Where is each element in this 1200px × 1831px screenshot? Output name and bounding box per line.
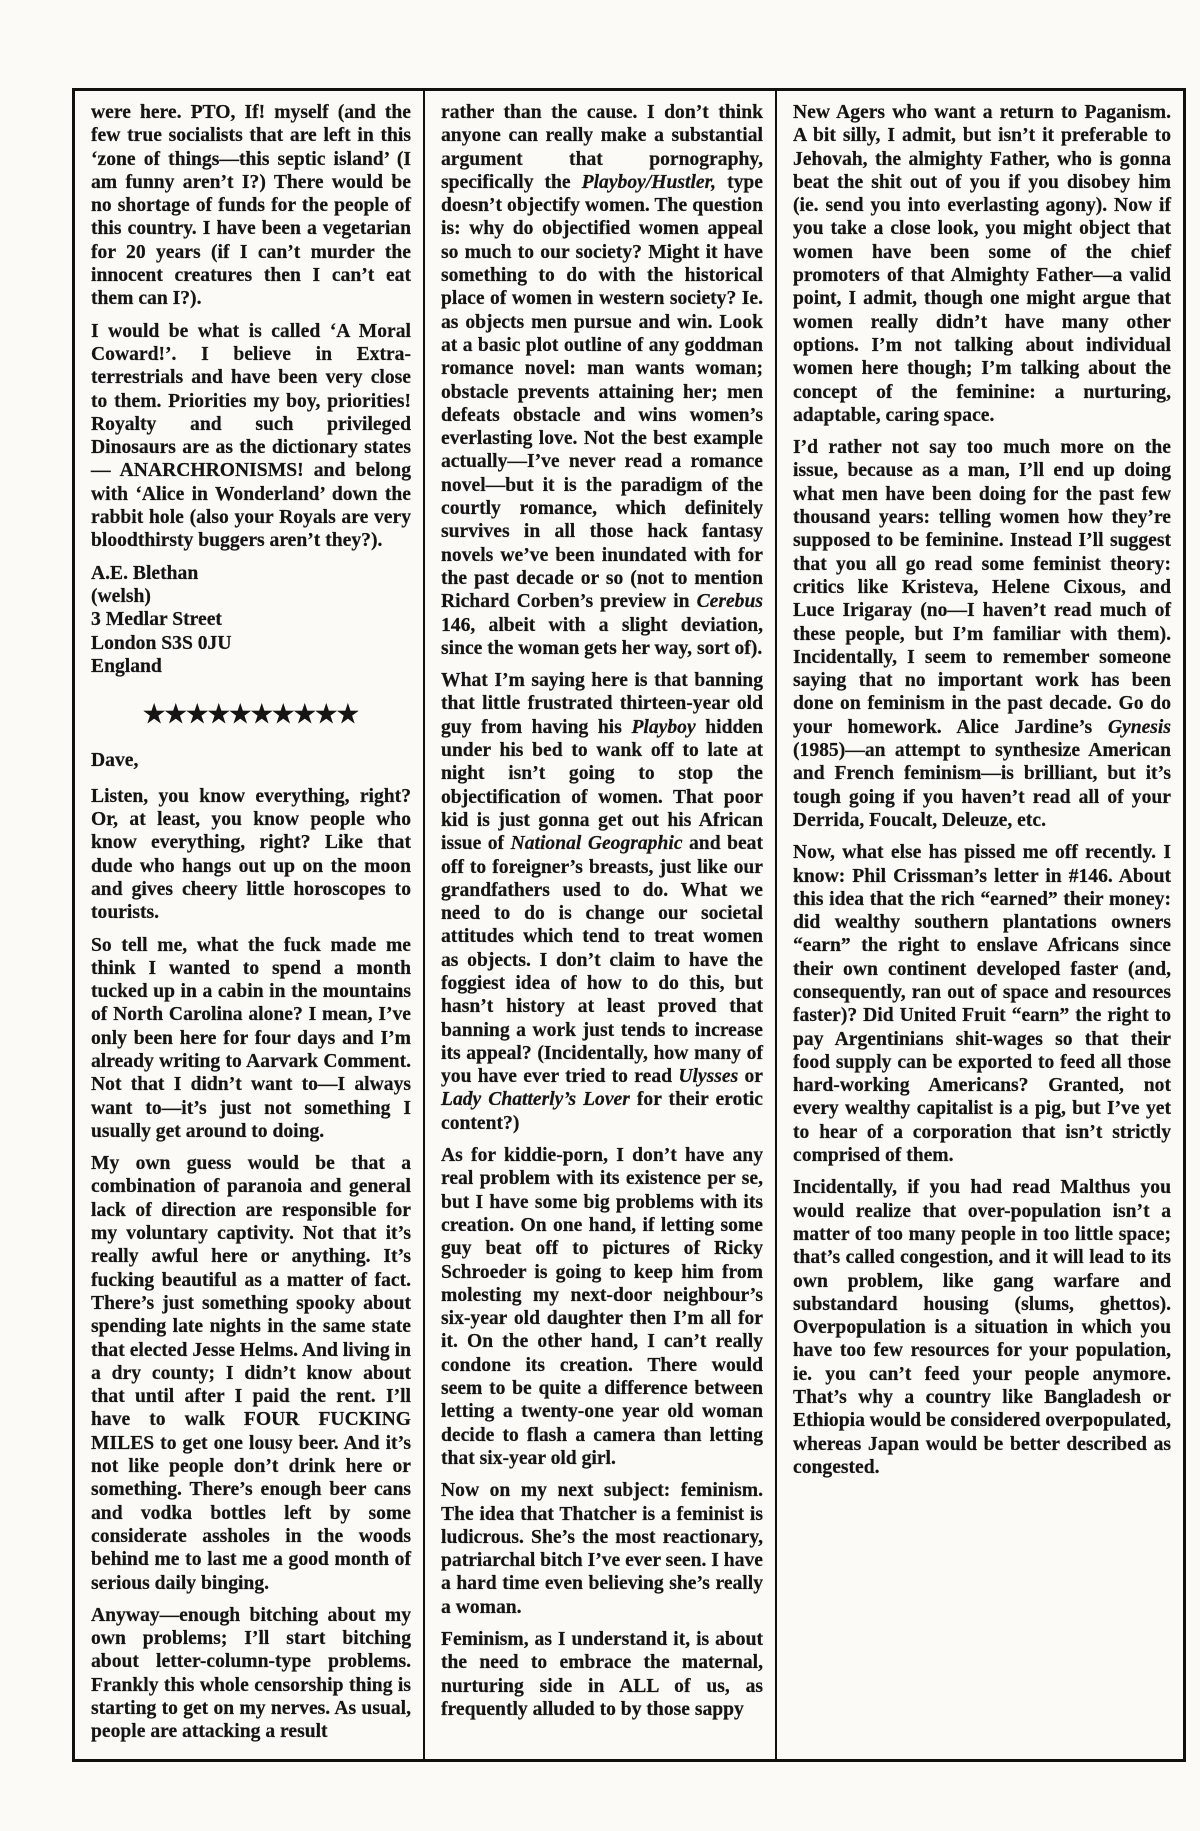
text-segment: for their erotic content?) [441,1089,763,1134]
text-segment: 146, albeit with a slight deviation, since the woman gets her way, sort of). [441,614,763,659]
paragraph [793,101,1171,427]
letter-2-body-continued [793,101,1171,1479]
column-1 [75,91,425,1759]
letter-2-body [91,785,411,1744]
paragraph [441,1144,763,1470]
paragraph [91,320,411,553]
paragraph [91,1152,411,1595]
text-segment: New Agers who want a return to Paganism. A bit silly, I admit, but isn’t it preferable to Jehovah, the almighty Father, who is gonna beat the shit out of you if you disobey him (ie. send you into everlasting agony). Now if you take a close look, you might object that women have been some of the chief promoters of that Almighty Father—a valid point, I admit, though one might argue that women really didn’t have many other options. I’m not talking about individual women here though; I’m talking about the concept of the feminine: a nurturing, adaptable, caring space. [793,102,1171,426]
star-separator: ★★★★★★★★★★ [143,702,359,729]
text-segment: rather than the cause. I don’t think anyone can really make a substantial argument that pornography, specifically the [441,102,763,193]
italic-title: Playboy/Hustler, [581,171,717,193]
text-segment: As for kiddie-porn, I don’t have any real problem with its existence per se, but I have some big problems with its creation. On one hand, if letting some guy beat off to pictures of Ricky Schroeder is going to keep him from molesting my next-door neighbour’s six-year old daughter then I’m all for it. On the other hand, I can’t really condone its creation. There would seem to be quite a difference between letting a twenty-one year old woman decide to flash a camera than letting that six-year old girl. [441,1145,763,1469]
italic-title: Cerebus [696,591,763,613]
italic-title: National Geographic [510,833,683,855]
paragraph [793,1176,1171,1479]
text-segment: So tell me, what the fuck made me think I wanted to spend a month tucked up in a cabin in the mountains of North Carolina alone? I mean, I’ve only been here for four days and I’m already writing to Aarvark Comment. Not that I didn’t want to—I always want to—it’s just not something I usually get around to doing. [91,934,411,1142]
paragraph [91,785,411,925]
text-segment: Feminism, as I understand it, is about the need to embrace the maternal, nurturing side in ALL of us, as frequently alluded to by those sappy [441,1629,763,1720]
text-segment: (1985)—an attempt to synthesize American and French feminism—is brilliant, but it’s tough going if you haven’t read all of your Derrida, Foucalt, Deleuze, etc. [793,740,1171,831]
text-segment: or [738,1066,763,1088]
text-segment: type doesn’t objectify women. The question is: why do objectified women appeal so much to our society? Might it have something to do with the historical place of women in western society? Ie. as objects men pursue and win. Look at a basic plot outline of any goddman romance novel: man wants woman; obstacle prevents attaining her; men defeats obstacle and wins women’s everlasting love. Not the best example actually—I’ve never read a romance novel—but it is the paradigm of the courtly romance, which definitely survives in all those hack fantasy novels we’ve been inundated with for the past decade or so (not to mention Richard Corben’s preview in [441,171,763,613]
column-3 [777,91,1183,1759]
text-segment: Anyway—enough bitching about my own problems; I’ll start bitching about letter-column-type problems. Frankly this whole censorship thing is starting to get on my nerves. As usual, people are attacking a result [91,1604,411,1743]
italic-title: Gynesis [1107,716,1171,738]
text-segment: and beat off to foreigner’s breasts, just like our grandfathers used to do. What we need to do is change our societal attitudes which tend to treat women as objects. I don’t claim to have the foggiest idea of how to do this, but hasn’t history at least proved that banning a work just tends to increase its appeal? (Incidentally, how many of you have ever tried to read [441,833,763,1088]
text-segment: I’d rather not say too much more on the issue, because as a man, I’ll end up doing what men have been doing for the past few thousand years: telling women how they’re supposed to be feminine. Instead I’ll suggest that you all go read some feminist theory: critics like Kristeva, Helene Cixous, and Luce Irigaray (no—I haven’t read much of these people, but I’m familiar with them). Incidentally, I seem to remember someone saying that no important work has been done on feminism in the past decade. Go do your homework. Alice Jardine’s [793,437,1171,738]
paragraph [441,1628,763,1721]
paragraph [441,669,763,1135]
paragraph [91,1604,411,1744]
paragraph [91,934,411,1144]
text-segment: Now on my next subject: feminism. The idea that Thatcher is a feminist is ludicrous. She’s the most reactionary, patriarchal bitch I’ve ever seen. I have a hard time even believing she’s really a woman. [441,1480,763,1618]
text-segment: My own guess would be that a combination of paranoia and general lack of direction are responsible for my voluntary captivity. Not that it’s really awful here or anything. It’s fucking beautiful as a matter of fact. There’s just something spooky about spending late nights in the same state that elected Jesse Helms. And living in a dry county; I didn’t know about that until after I paid the rent. I’ll have to walk FOUR FUCKING MILES to get one lousy beer. And it’s not like people don’t drink here or something. There’s enough beer cans and vodka bottles left by some considerate assholes in the woods behind me to last me a good month of serious daily binging. [91,1153,411,1594]
italic-title: Playboy [631,716,696,738]
letter-1-signature [91,562,411,678]
column-2 [425,91,777,1759]
signature-street: 3 Medlar Street [91,609,222,631]
paragraph [91,101,411,311]
signature-note: (welsh) [91,585,151,607]
text-segment: were here. PTO, If! myself (and the few true socialists that are left in this ‘zone of things—this septic island’ (I am funny aren’t I?) There would be no shortage of funds for the people of this country. I have been a vegetarian for 20 years (if I can’t murder the innocent creatures then I can’t eat them can I?). [91,102,411,310]
text-segment: What I’m saying here is that banning that little frustrated thirteen-year old guy from having his [441,670,763,738]
letters-page-frame [72,88,1186,1762]
signature-city: London S3S 0JU [91,632,232,654]
text-segment: I would be what is called ‘A Moral Coward!’. I believe in Extra-terrestrials and have been very close to them. Priorities my boy, priorities! Royalty and such privileged Dinosaurs are as the dictionary states — ANARCHRONISMS! and belong with ‘Alice in Wonderland’ down the rabbit hole (also your Royals are very bloodthirsty buggers aren’t they?). [91,320,411,552]
text-segment: Incidentally, if you had read Malthus you would realize that over-population isn’t a matter of too many people in too little space; that’s called congestion, and it will lead to its own problem, like gang warfare and substandard housing (slums, ghettos). Overpopulation is a situation in which you have too few resources for your population, ie. you can’t feed your people anymore. That’s why a country like Bangladesh or Ethiopia would be considered overpopulated, whereas Japan would be better described as congested. [793,1177,1171,1478]
signature-name: A.E. Blethan [91,562,199,584]
letter-1-body [91,101,411,553]
paragraph [793,841,1171,1167]
paragraph [793,436,1171,832]
italic-title: Ulysses [678,1066,739,1088]
italic-title: Lady Chatterly’s Lover [441,1089,630,1111]
paragraph [441,1479,763,1619]
signature-country: England [91,655,162,677]
paragraph [441,101,763,660]
text-segment: Listen, you know everything, right? Or, at least, you know people who know everything, right? Like that dude who hangs out up on the moon and gives cheery little horoscopes to tourists. [91,785,411,924]
text-segment: hidden under his bed to wank off to late at night isn’t going to stop the objectification of women. That poor kid is just gonna get out his African issue of [441,716,763,855]
text-segment: Now, what else has pissed me off recently. I know: Phil Crissman’s letter in #146. About this idea that the rich “earned” their money: did wealthy southern plantations owners “earn” the right to enslave Africans since their own continent developed faster (and, consequently, ran out of space and resources faster)? Did United Fruit “earn” the right to pay Argentinians shit-wages so that their food supply can be exported to feed all those hard-working Americans? Granted, not every wealthy capitalist is a pig, but I’ve yet to hear of a corporation that isn’t strictly comprised of them. [793,842,1171,1167]
letter-2-greeting: Dave, [91,750,139,772]
letter-2-body-continued [441,101,763,1721]
